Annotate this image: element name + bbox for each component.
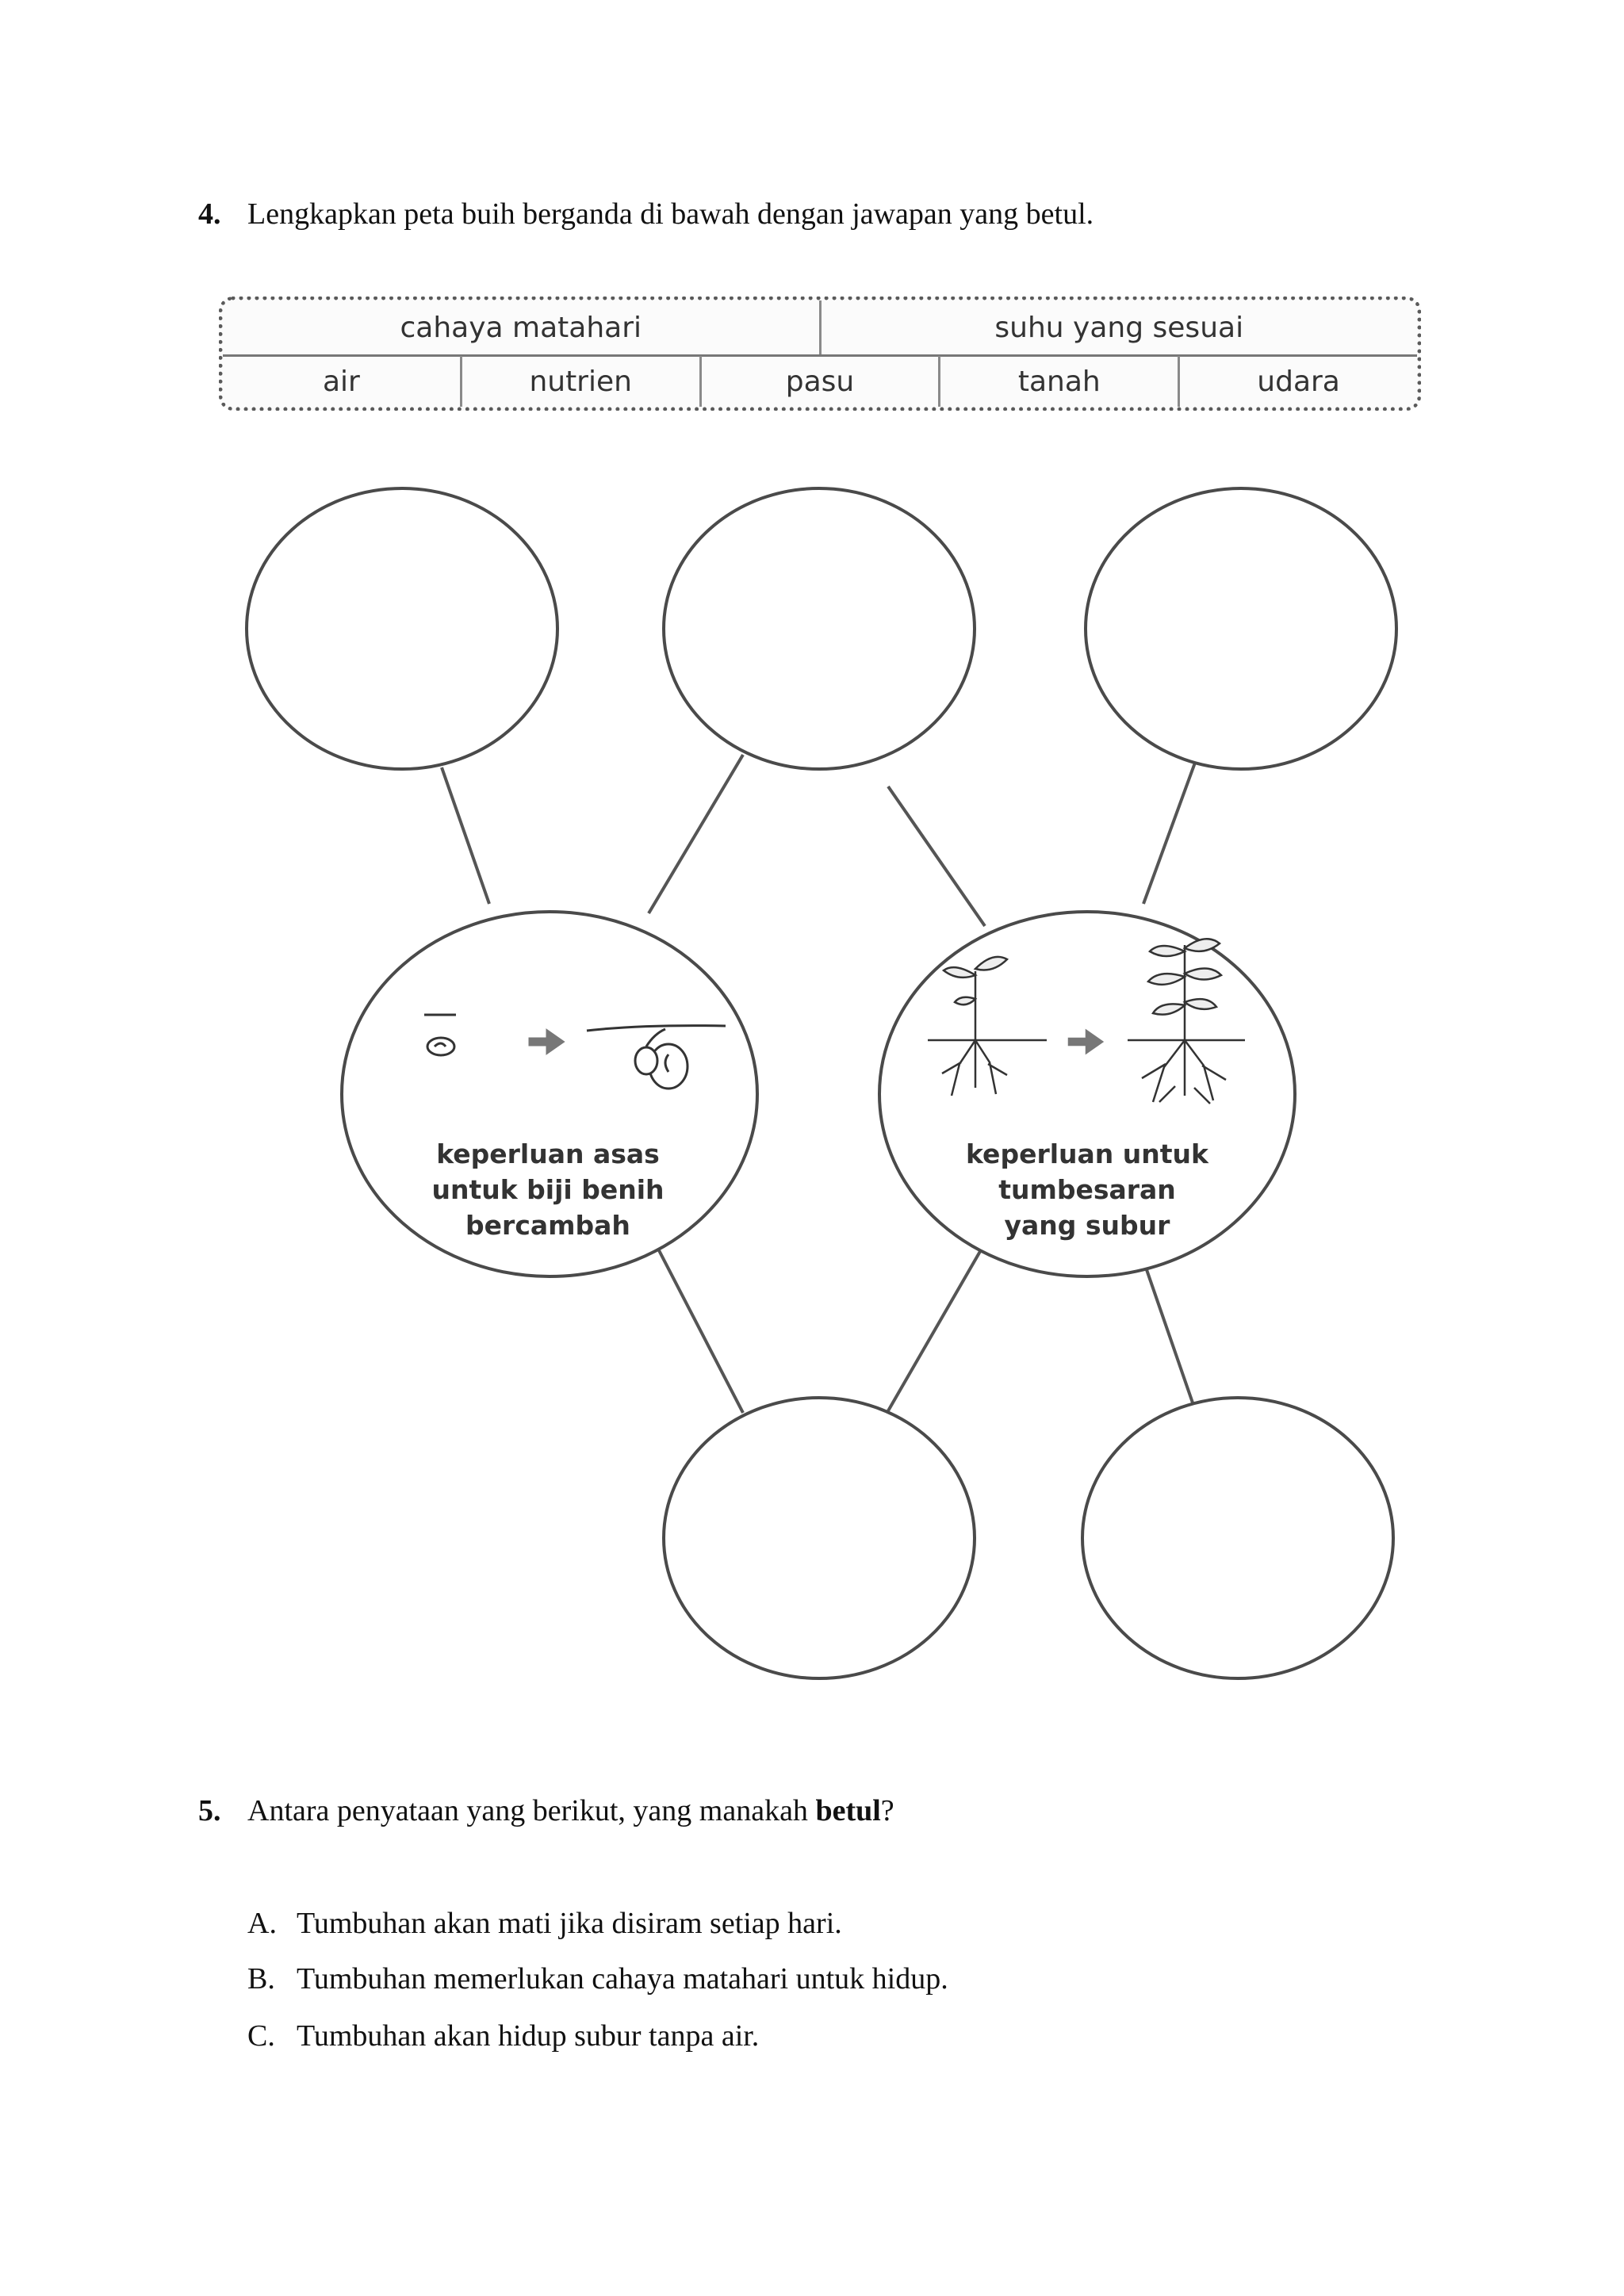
option-letter: B. [247,1962,275,1996]
word-bank-cell: suhu yang sesuai [994,311,1244,344]
answer-option-b[interactable] [247,1961,948,1998]
question-5-line [198,1793,894,1830]
connector-line [887,1243,985,1414]
center-label-line: untuk biji benih [431,1174,665,1205]
word-bank-cell: nutrien [462,356,702,407]
connector-line [649,755,743,913]
empty-answer-bubble[interactable] [247,488,557,769]
option-letter: C. [247,2019,275,2053]
connector-line [1143,1261,1195,1410]
center-label-line: yang subur [1004,1210,1170,1241]
connector-line [442,767,489,904]
center-label-line: bercambah [465,1210,630,1241]
word-bank-cell: udara [1257,365,1340,398]
option-text: Tumbuhan akan hidup subur tanpa air. [297,2019,760,2053]
option-letter: A. [247,1907,277,1940]
center-label-line: keperluan untuk [966,1138,1208,1169]
word-bank-cell: tanah [940,356,1180,407]
answer-option-a[interactable] [247,1906,842,1942]
center-label-line: keperluan asas [436,1138,660,1169]
connector-line [649,1230,743,1413]
question-5-text-end: ? [880,1794,894,1827]
empty-answer-bubble[interactable] [664,488,975,769]
connector-line [1143,763,1195,904]
word-bank-cell: air [223,356,462,407]
connector-line [888,786,985,926]
word-bank-cell: pasu [702,356,941,407]
question-number: 5. [198,1794,221,1827]
empty-answer-bubble[interactable] [664,1398,975,1678]
option-text: Tumbuhan akan mati jika disiram setiap hari. [297,1907,842,1940]
option-text: Tumbuhan memerlukan cahaya matahari untuk hidup. [297,1962,948,1996]
word-bank-cell: cahaya matahari [223,300,822,354]
question-number: 4. [198,197,221,231]
question-5-emphasis: betul [815,1794,881,1827]
center-label-line: tumbesaran [998,1174,1176,1205]
answer-option-c[interactable] [247,2019,759,2055]
empty-answer-bubble[interactable] [1086,488,1396,769]
question-4-text: Lengkapkan peta buih berganda di bawah dengan jawapan yang betul. [247,197,1094,231]
empty-answer-bubble[interactable] [1082,1398,1393,1678]
question-5-text: Antara penyataan yang berikut, yang manakah [247,1794,816,1827]
